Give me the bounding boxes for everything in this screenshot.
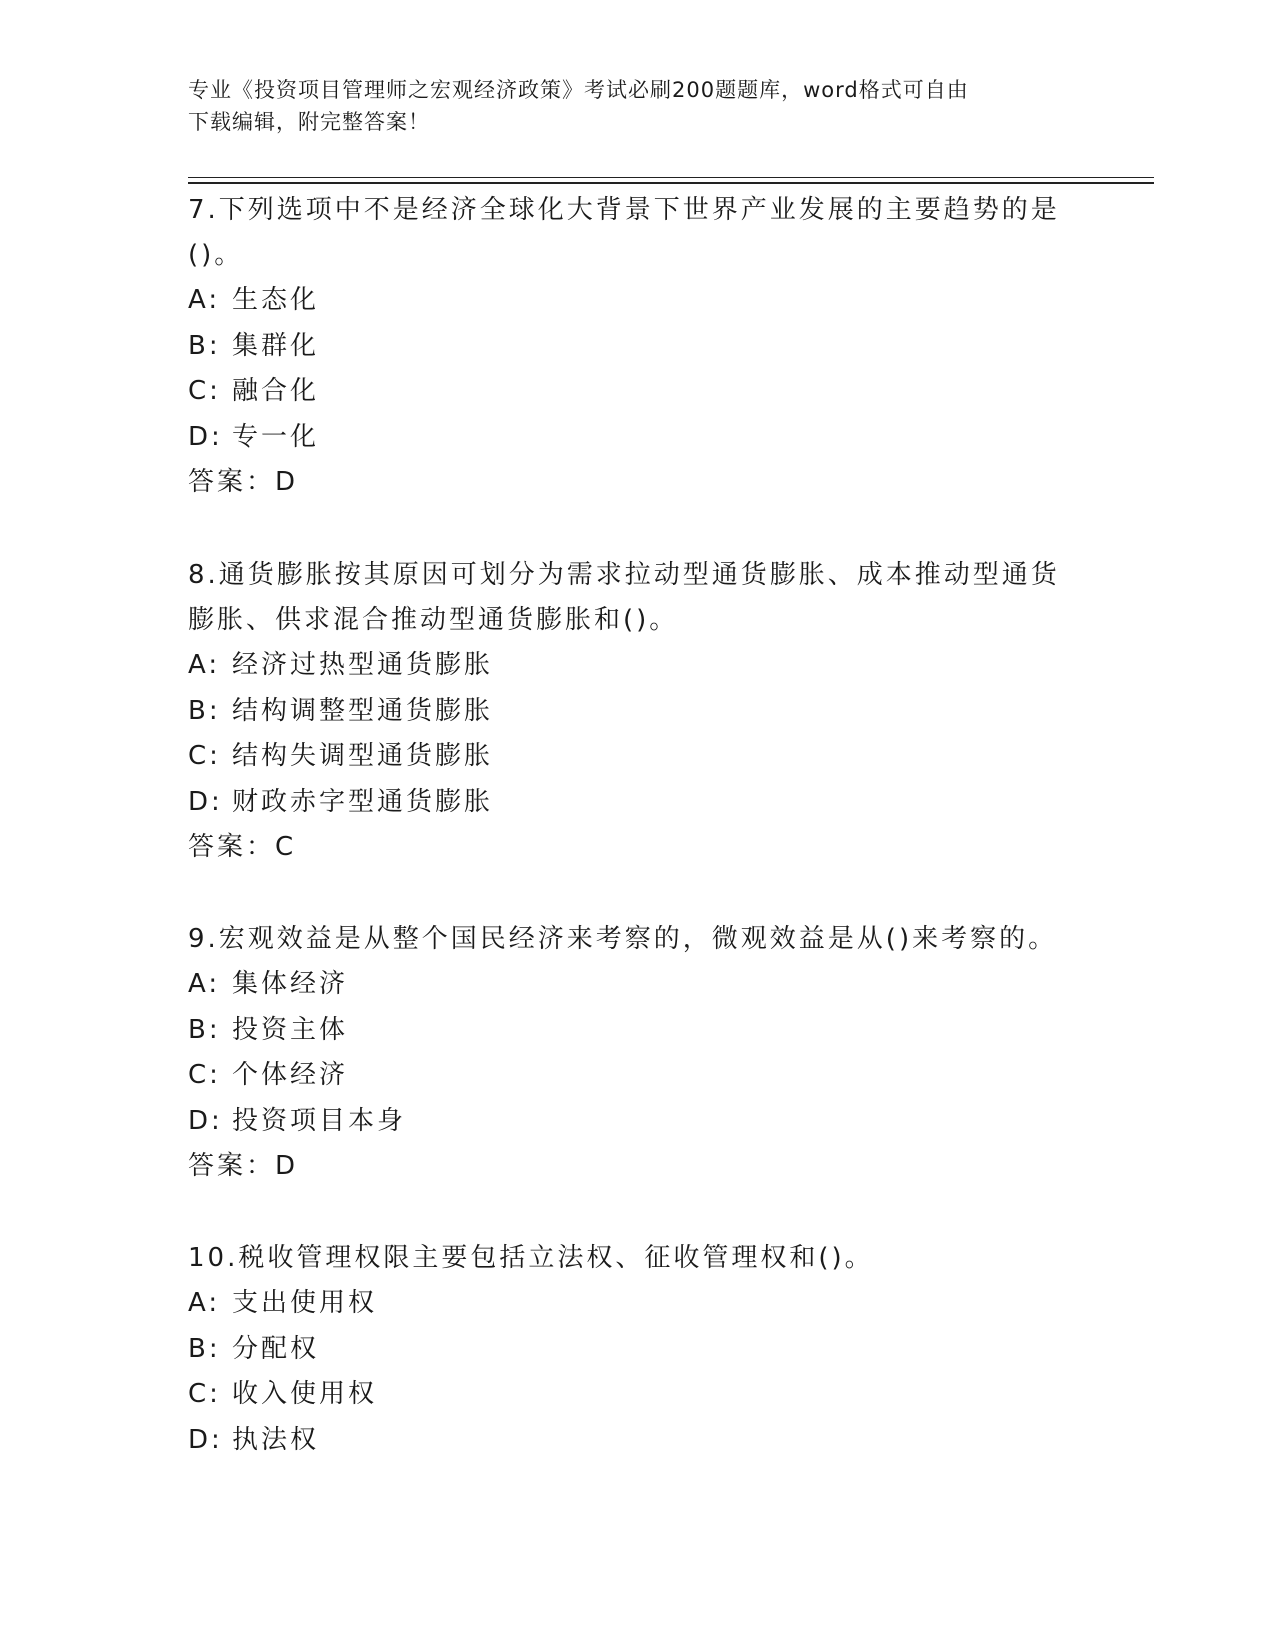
option-text: 集群化 — [232, 330, 320, 361]
option-text: 结构失调型通货膨胀 — [232, 741, 494, 771]
option-c — [188, 369, 1068, 415]
option-text: 投资主体 — [232, 1014, 349, 1045]
option-a — [188, 278, 1068, 324]
option-text: 集体经济 — [232, 969, 349, 999]
option-text: 结构调整型通货膨胀 — [232, 695, 494, 726]
option-letter: A: — [188, 969, 221, 999]
option-letter: C: — [188, 376, 221, 406]
option-text: 支出使用权 — [232, 1288, 378, 1318]
option-letter: B: — [188, 1014, 221, 1045]
option-text: 融合化 — [232, 376, 320, 406]
option-letter: C: — [188, 741, 221, 771]
option-d — [188, 415, 1068, 461]
question-stem — [188, 553, 1068, 643]
option-text: 投资项目本身 — [232, 1105, 407, 1136]
option-letter: A: — [188, 285, 221, 315]
option-text: 收入使用权 — [232, 1379, 378, 1409]
question-stem-line: 膨胀、供求混合推动型通货膨胀和()。 — [188, 605, 679, 635]
question-stem-line: 9.宏观效益是从整个国民经济来考察的，微观效益是从()来考察的。 — [188, 924, 1058, 954]
question-stem-line: 10.税收管理权限主要包括立法权、征收管理权和()。 — [188, 1243, 874, 1273]
option-text: 财政赤字型通货膨胀 — [232, 786, 494, 817]
option-c — [188, 1372, 1068, 1418]
option-text: 个体经济 — [232, 1060, 349, 1090]
option-letter: D: — [188, 1105, 223, 1136]
option-b — [188, 1327, 1068, 1373]
option-letter: A: — [188, 1288, 221, 1318]
option-d — [188, 1099, 1068, 1145]
option-letter: D: — [188, 786, 223, 817]
question-stem-line: 8.通货膨胀按其原因可划分为需求拉动型通货膨胀、成本推动型通货 — [188, 560, 1060, 590]
option-letter: C: — [188, 1379, 221, 1409]
question-stem — [188, 917, 1068, 962]
header-divider-thick — [188, 182, 1154, 184]
option-a — [188, 962, 1068, 1008]
answer-line: 答案：D — [188, 1151, 299, 1181]
question-9 — [188, 917, 1068, 1189]
option-b — [188, 1008, 1068, 1054]
option-text: 生态化 — [232, 285, 320, 315]
option-letter: A: — [188, 650, 221, 680]
question-stem-line: 7.下列选项中不是经济全球化大背景下世界产业发展的主要趋势的是 — [188, 195, 1060, 225]
header-divider-thin — [188, 177, 1154, 178]
option-a — [188, 643, 1068, 689]
option-letter: C: — [188, 1060, 221, 1090]
option-letter: D: — [188, 1424, 223, 1455]
answer-line: 答案：C — [188, 832, 297, 862]
option-letter: B: — [188, 330, 221, 361]
question-7 — [188, 188, 1068, 505]
question-stem — [188, 188, 1068, 278]
option-a — [188, 1281, 1068, 1327]
option-text: 专一化 — [232, 421, 320, 452]
option-c — [188, 1053, 1068, 1099]
header-line-2: 下载编辑，附完整答案！ — [188, 110, 430, 134]
question-8 — [188, 553, 1068, 870]
option-letter: B: — [188, 695, 221, 726]
option-c — [188, 734, 1068, 780]
option-letter: B: — [188, 1333, 221, 1364]
question-stem — [188, 1236, 1068, 1281]
option-d — [188, 780, 1068, 826]
option-b — [188, 689, 1068, 735]
option-d — [188, 1418, 1068, 1464]
option-text: 执法权 — [232, 1424, 320, 1455]
answer-line: 答案：D — [188, 467, 299, 497]
header-line-1: 专业《投资项目管理师之宏观经济政策》考试必刷200题题库，word格式可自由 — [188, 78, 969, 102]
question-10 — [188, 1236, 1068, 1463]
option-b — [188, 324, 1068, 370]
option-letter: D: — [188, 421, 223, 452]
document-header — [188, 74, 1068, 138]
question-stem-line: ()。 — [188, 240, 244, 270]
option-text: 分配权 — [232, 1333, 320, 1364]
option-text: 经济过热型通货膨胀 — [232, 650, 494, 680]
